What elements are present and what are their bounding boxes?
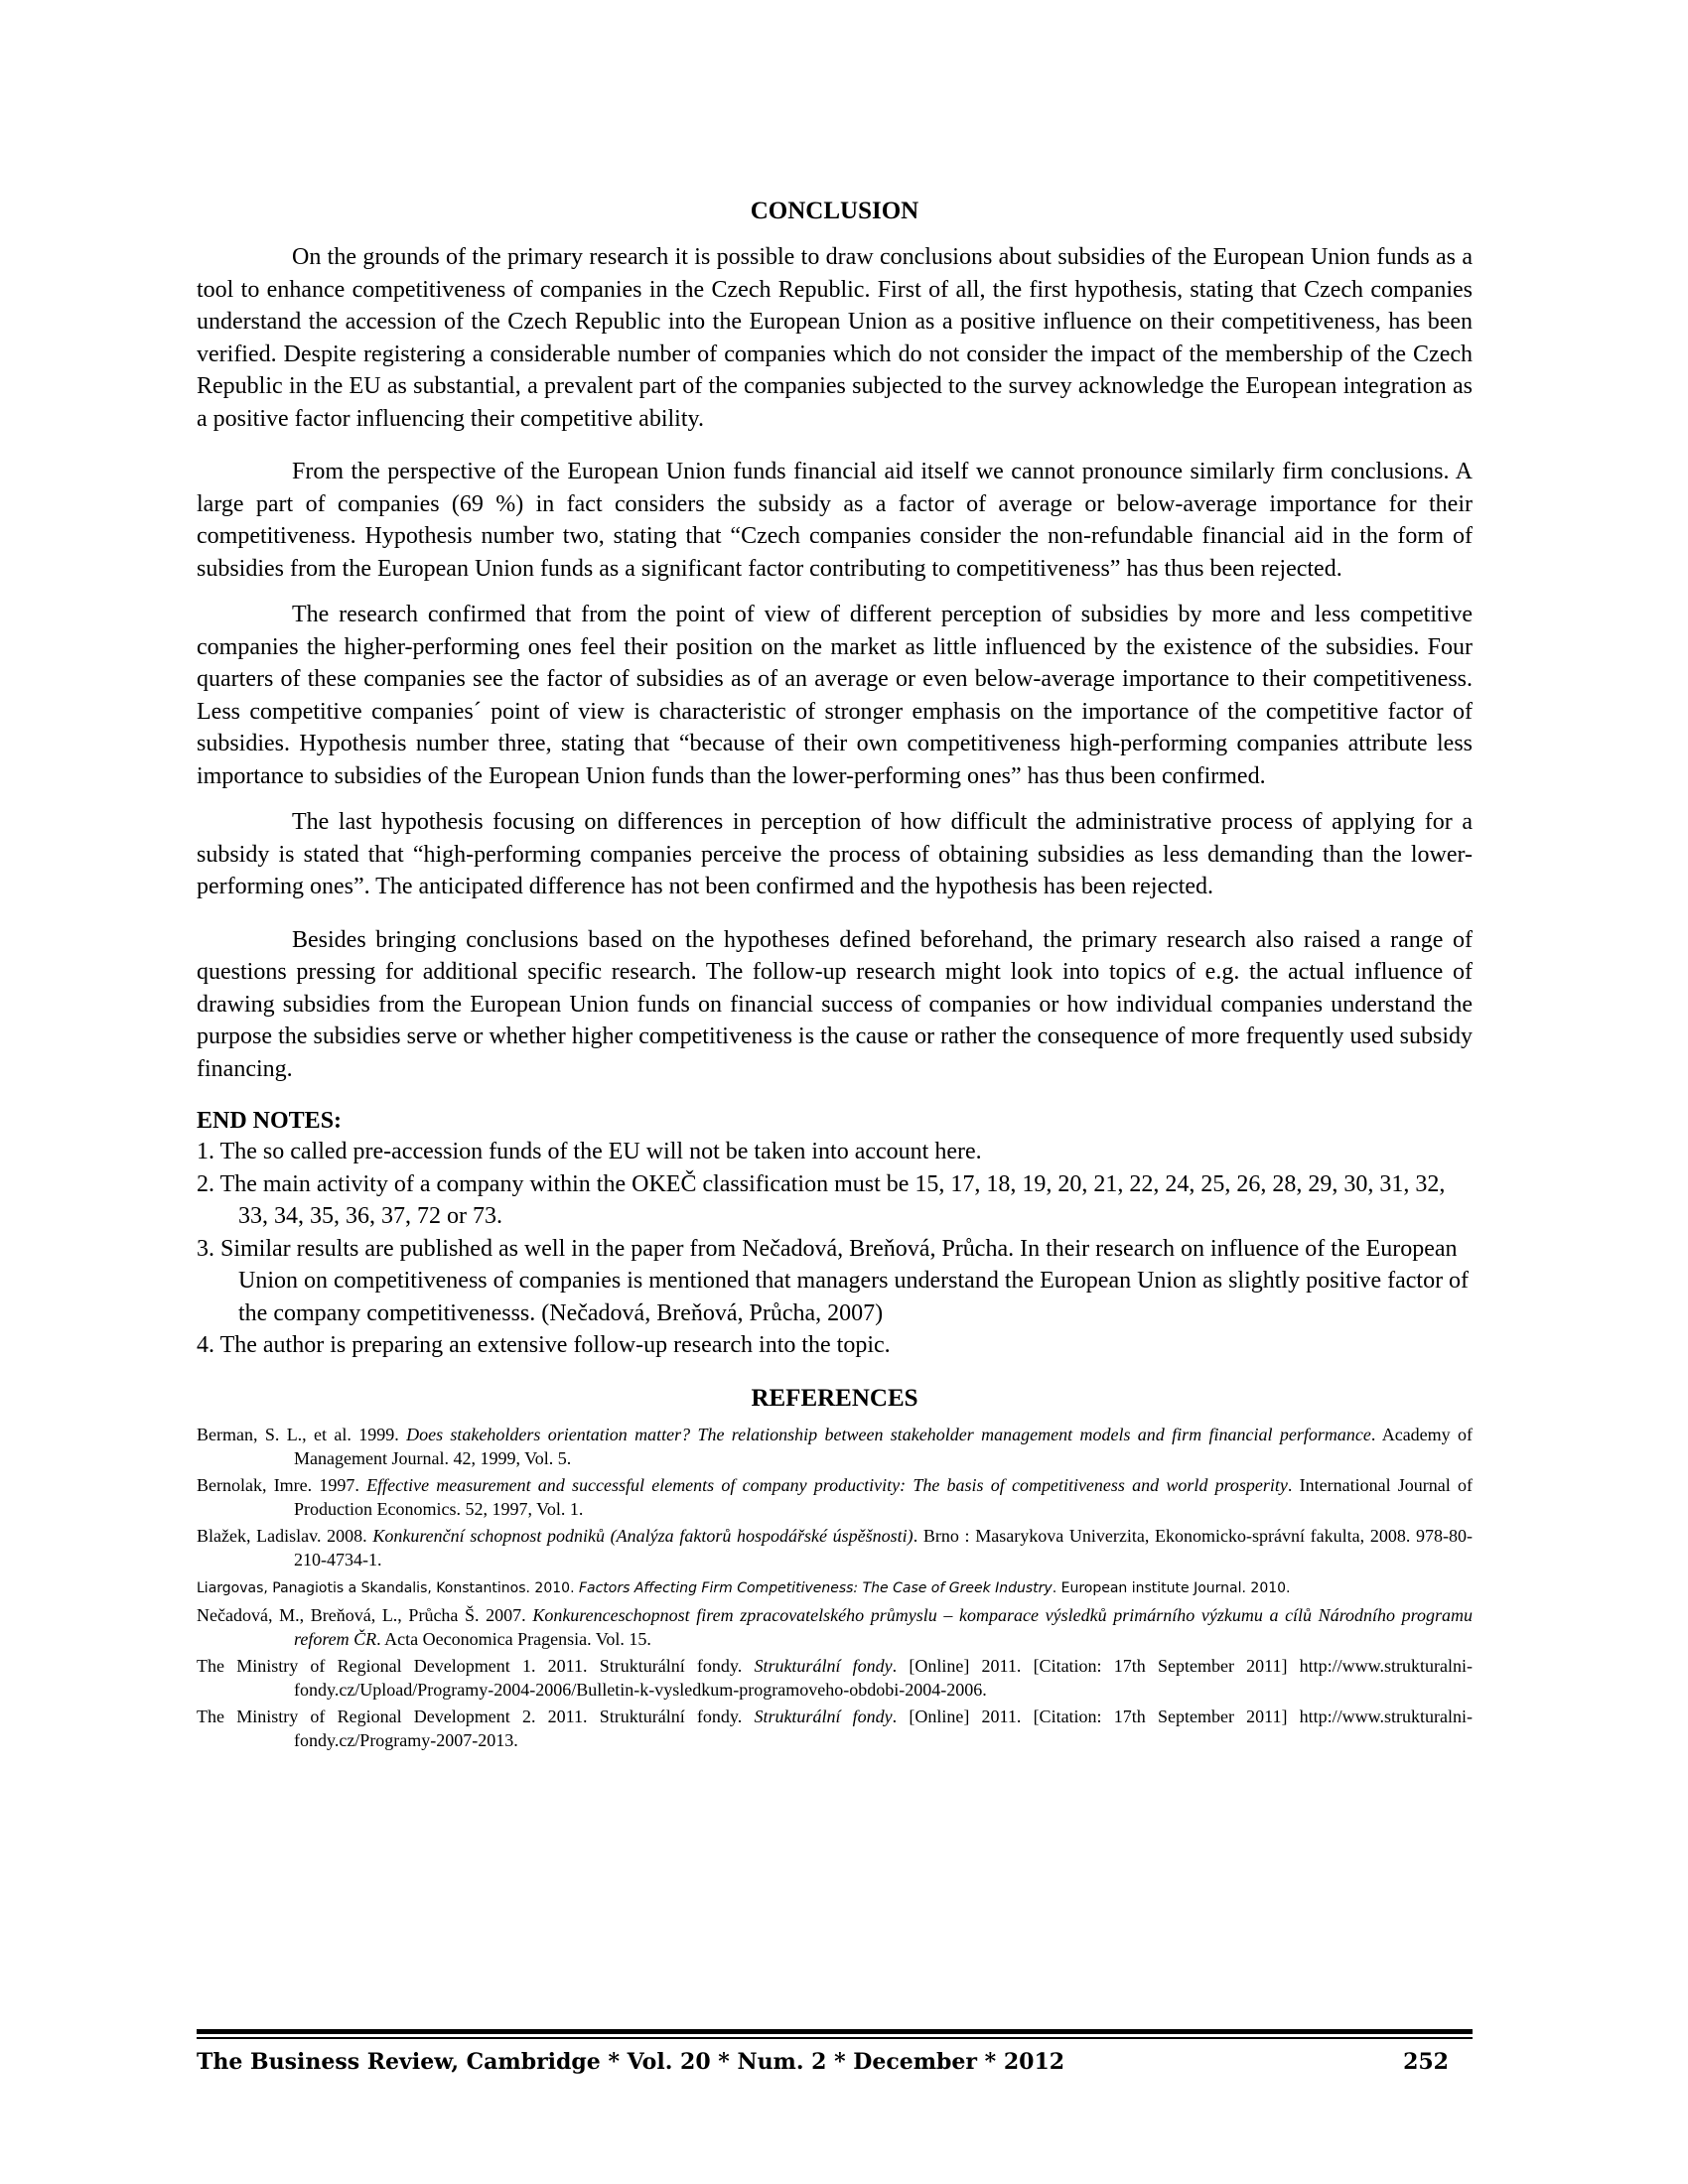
reference-authors: Berman, S. L., et al. 1999.	[197, 1424, 407, 1444]
reference-title: Strukturální fondy	[754, 1655, 893, 1676]
footer-divider	[197, 2037, 1473, 2039]
reference-details: . Academy of Management Journal. 42, 1999, Vol. 5.	[294, 1424, 1474, 1468]
reference-title: Konkurenční schopnost podniků (Analýza faktorů hospodářské úspěšnosti)	[372, 1525, 914, 1546]
reference-title: Effective measurement and successful elements of company productivity: The basis of competitiveness and world prosperity	[366, 1474, 1288, 1495]
conclusion-paragraph: The last hypothesis focusing on differences in perception of how difficult the administrative process of applying for a subsidy is stated that “high-performing companies perceive the process of obtaining subsidies as less demanding than the lower-performing ones”. The anticipated difference has not been confirmed and the hypothesis has been rejected.	[197, 809, 1473, 899]
end-note-item: 2. The main activity of a company within the OKEČ classification must be 15, 17, 18, 19, 20, 21, 22, 24, 25, 26, 28, 29, 30, 31, 32, 33, 34, 35, 36, 37, 72 or 73.	[197, 1170, 1446, 1229]
reference-item	[197, 1423, 1473, 1470]
reference-item	[197, 1473, 1473, 1521]
page-footer	[197, 2049, 1473, 2085]
end-notes-heading: END NOTES:	[197, 1108, 343, 1134]
reference-authors: Bernolak, Imre. 1997.	[197, 1474, 367, 1495]
end-note-item: 4. The author is preparing an extensive follow-up research into the topic.	[197, 1332, 891, 1358]
reference-item	[197, 1705, 1473, 1752]
end-note-item: 1. The so called pre-accession funds of the EU will not be taken into account here.	[197, 1139, 982, 1164]
conclusion-heading: CONCLUSION	[750, 198, 919, 224]
conclusion-paragraph: On the grounds of the primary research it is possible to draw conclusions about subsidies of the European Union funds as a tool to enhance competitiveness of companies in the Czech Republic. First of all, the first hypothesis, stating that Czech companies understand the accession of the Czech Republic into the European Union as a positive influence on their competitiveness, has been verified. Despite registering a considerable number of companies which do not consider the impact of the membership of the Czech Republic in the EU as substantial, a prevalent part of the companies subjected to the survey acknowledge the European integration as a positive factor influencing their competitive ability.	[197, 244, 1473, 432]
end-note-item: 3. Similar results are published as well in the paper from Nečadová, Breňová, Průcha. In their research on influence of the European Union on competitiveness of companies is mentioned that managers understand the European Union as slightly positive factor of the company competitivenesss. (Nečadová, Breňová, Průcha, 2007)	[197, 1235, 1470, 1326]
conclusion-paragraph: Besides bringing conclusions based on the hypotheses defined beforehand, the primary research also raised a range of questions pressing for additional specific research. The follow-up research might look into topics of e.g. the actual influence of drawing subsidies from the European Union funds on financial success of companies or how individual companies understand the purpose the subsidies serve or whether higher competitiveness is the cause or rather the consequence of more frequently used subsidy financing.	[197, 926, 1473, 1082]
end-notes-list	[197, 1136, 1473, 1362]
journal-citation: The Business Review, Cambridge * Vol. 20 * Num. 2 * December * 2012	[197, 2049, 1065, 2075]
conclusion-paragraph: From the perspective of the European Union funds financial aid itself we cannot pronounce similarly firm conclusions. A large part of companies (69 %) in fact considers the subsidy as a factor of average or below-average importance for their competitiveness. Hypothesis number two, stating that “Czech companies consider the non-refundable financial aid in the form of subsidies from the European Union funds as a significant factor contributing to competitiveness” has thus been rejected.	[197, 459, 1473, 582]
reference-authors: Blažek, Ladislav. 2008.	[197, 1525, 373, 1546]
reference-details: . Brno : Masarykova Univerzita, Ekonomicko-správní fakulta, 2008. 978-80-210-4734-1.	[294, 1525, 1473, 1570]
reference-details: . Acta Oeconomica Pragensia. Vol. 15.	[376, 1628, 651, 1649]
reference-item	[197, 1603, 1473, 1651]
reference-title: Factors Affecting Firm Competitiveness: The Case of Greek Industry	[578, 1579, 1053, 1596]
reference-details: . European institute Journal. 2010.	[1052, 1579, 1291, 1596]
reference-title: Does stakeholders orientation matter? The relationship between stakeholder management models and firm financial performance	[406, 1424, 1371, 1444]
page-content	[197, 196, 1473, 1755]
footer-divider	[197, 2029, 1473, 2034]
references-list	[197, 1423, 1473, 1752]
conclusion-paragraph: The research confirmed that from the point of view of different perception of subsidies by more and less competitive companies the higher-performing ones feel their position on the market as little influenced by the existence of the subsidies. Four quarters of these companies see the factor of subsidies as of an average or even below-average importance to their competitiveness. Less competitive companies´ point of view is characteristic of stronger emphasis on the importance of the competitive factor of subsidies. Hypothesis number three, stating that “because of their own competitiveness high-performing companies attribute less importance to subsidies of the European Union funds than the lower-performing ones” has thus been confirmed.	[197, 602, 1473, 789]
reference-authors: The Ministry of Regional Development 2. 2011. Strukturální fondy.	[197, 1706, 755, 1726]
reference-details: . International Journal of Production Economics. 52, 1997, Vol. 1.	[294, 1474, 1473, 1519]
reference-authors: Nečadová, M., Breňová, L., Průcha Š. 2007.	[197, 1604, 533, 1625]
reference-title: Konkurenceschopnost firem zpracovatelského průmyslu – komparace výsledků primárního výzkumu a cílů Národního programu reforem ČR	[294, 1604, 1473, 1649]
reference-authors: The Ministry of Regional Development 1. 2011. Strukturální fondy.	[197, 1655, 755, 1676]
reference-title: Strukturální fondy	[754, 1706, 893, 1726]
reference-item	[197, 1524, 1473, 1571]
reference-details: . [Online] 2011. [Citation: 17th September 2011] http://www.strukturalni-fondy.cz/Upload/Programy-2004-2006/Bulletin-k-vysledkum-programoveho-obdobi-2004-2006.	[294, 1655, 1473, 1700]
reference-item	[197, 1574, 1473, 1600]
reference-authors: Liargovas, Panagiotis a Skandalis, Konstantinos. 2010.	[197, 1579, 579, 1596]
page-number: 252	[1403, 2049, 1449, 2075]
references-heading: REFERENCES	[751, 1384, 918, 1412]
reference-details: . [Online] 2011. [Citation: 17th September 2011] http://www.strukturalni-fondy.cz/Programy-2007-2013.	[294, 1706, 1473, 1750]
reference-item	[197, 1654, 1473, 1702]
